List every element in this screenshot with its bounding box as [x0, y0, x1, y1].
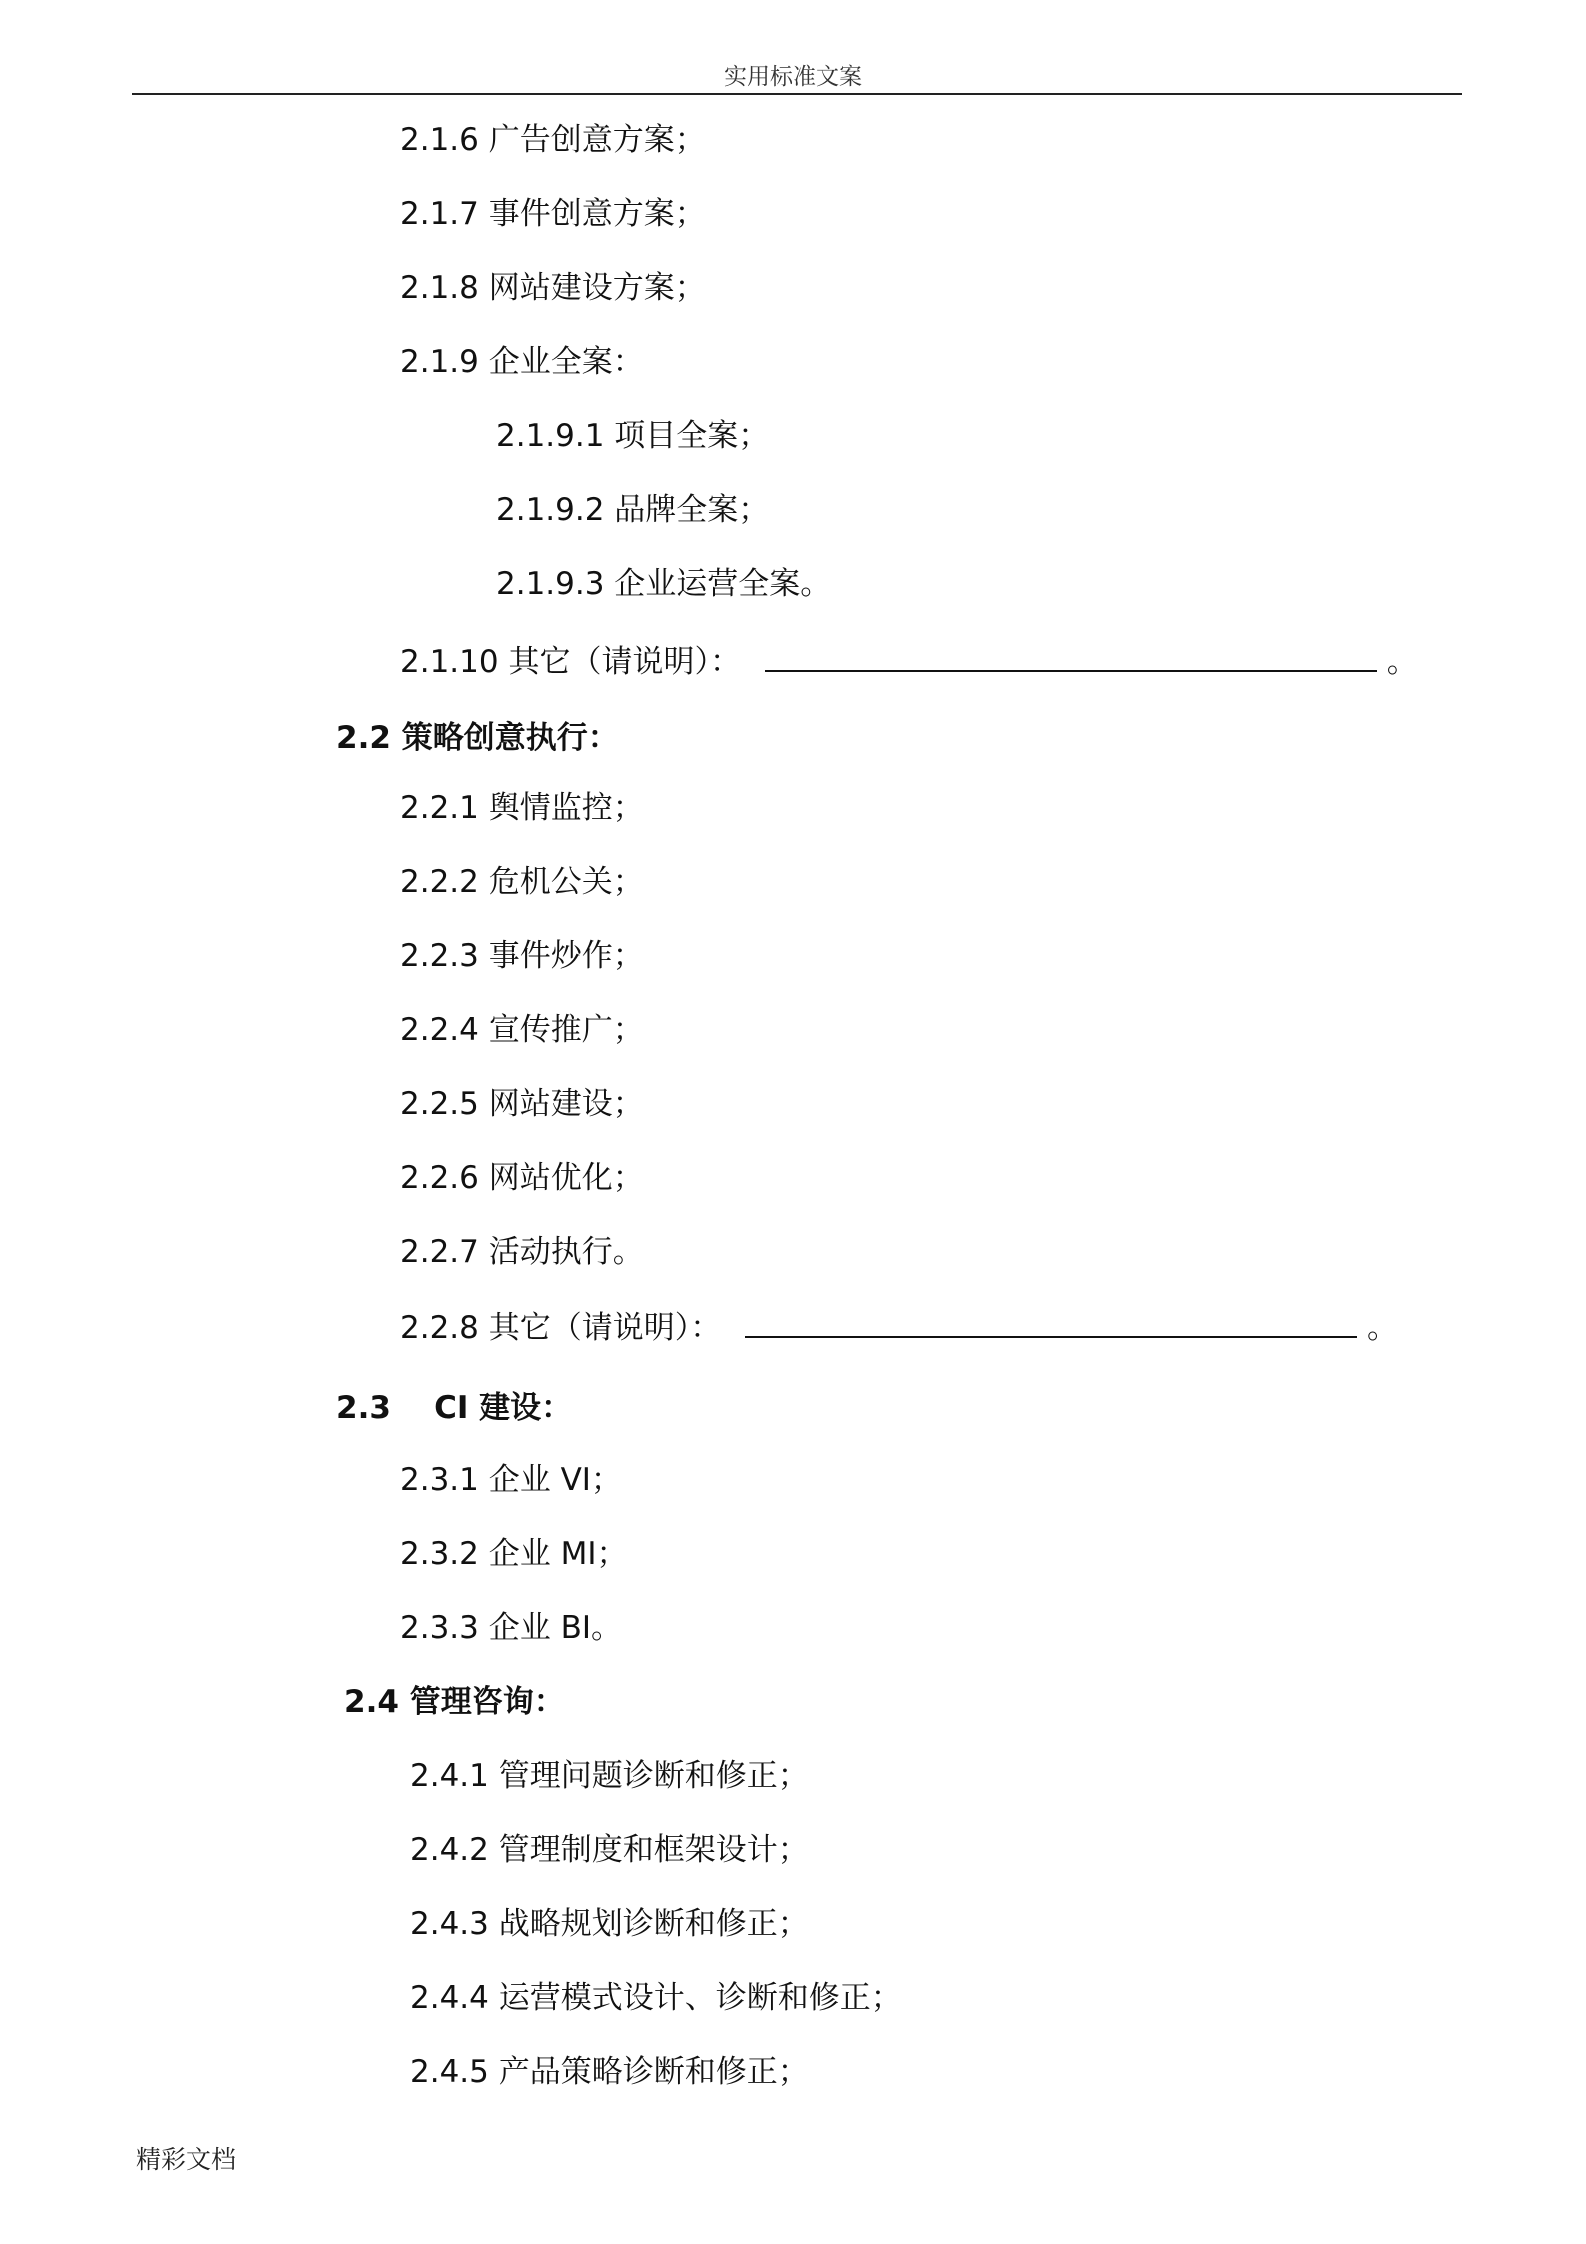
section-heading-2-4: 2.4 管理咨询：	[344, 1684, 565, 1720]
list-item: 2.1.7 事件创意方案；	[400, 196, 706, 232]
other-end-mark: 。	[1366, 1310, 1398, 1346]
list-item: 2.4.2 管理制度和框架设计；	[410, 1832, 809, 1868]
page-footer-text: 精彩文档	[136, 2145, 237, 2174]
list-item: 2.2.5 网站建设；	[400, 1086, 644, 1122]
list-item: 2.2.7 活动执行。	[400, 1234, 644, 1270]
list-item: 2.2.1 舆情监控；	[400, 790, 644, 826]
list-item: 2.4.4 运营模式设计、诊断和修正；	[410, 1980, 902, 2016]
list-item: 2.4.3 战略规划诊断和修正；	[410, 1906, 809, 1942]
list-item: 2.3.2 企业 MI；	[400, 1536, 628, 1572]
list-item: 2.1.8 网站建设方案；	[400, 270, 706, 306]
page-header-title: 实用标准文案	[724, 64, 862, 90]
sub-list-item: 2.1.9.2 品牌全案；	[496, 492, 770, 528]
header-divider	[132, 93, 1462, 95]
list-item: 2.3.1 企业 VI；	[400, 1462, 622, 1498]
sub-list-item: 2.1.9.1 项目全案；	[496, 418, 770, 454]
list-item: 2.4.1 管理问题诊断和修正；	[410, 1758, 809, 1794]
list-item: 2.3.3 企业 BI。	[400, 1610, 622, 1646]
other-label: 2.2.8 其它（请说明）：	[400, 1310, 722, 1346]
list-item: 2.2.6 网站优化；	[400, 1160, 644, 1196]
list-item: 2.1.6 广告创意方案；	[400, 122, 706, 158]
other-item-2-1-10	[400, 640, 1418, 682]
list-item: 2.1.9 企业全案：	[400, 344, 644, 380]
section-heading-2-2: 2.2 策略创意执行：	[336, 720, 619, 756]
list-item: 2.2.3 事件炒作；	[400, 938, 644, 974]
fill-in-blank[interactable]	[745, 1306, 1357, 1338]
list-item: 2.2.4 宣传推广；	[400, 1012, 644, 1048]
section-heading-2-3: 2.3 CI 建设：	[336, 1390, 573, 1426]
other-end-mark: 。	[1386, 644, 1418, 680]
fill-in-blank[interactable]	[765, 640, 1377, 672]
sub-list-item: 2.1.9.3 企业运营全案。	[496, 566, 832, 602]
list-item: 2.2.2 危机公关；	[400, 864, 644, 900]
other-item-2-2-8	[400, 1306, 1398, 1348]
list-item: 2.4.5 产品策略诊断和修正；	[410, 2054, 809, 2090]
other-label: 2.1.10 其它（请说明）：	[400, 644, 741, 680]
